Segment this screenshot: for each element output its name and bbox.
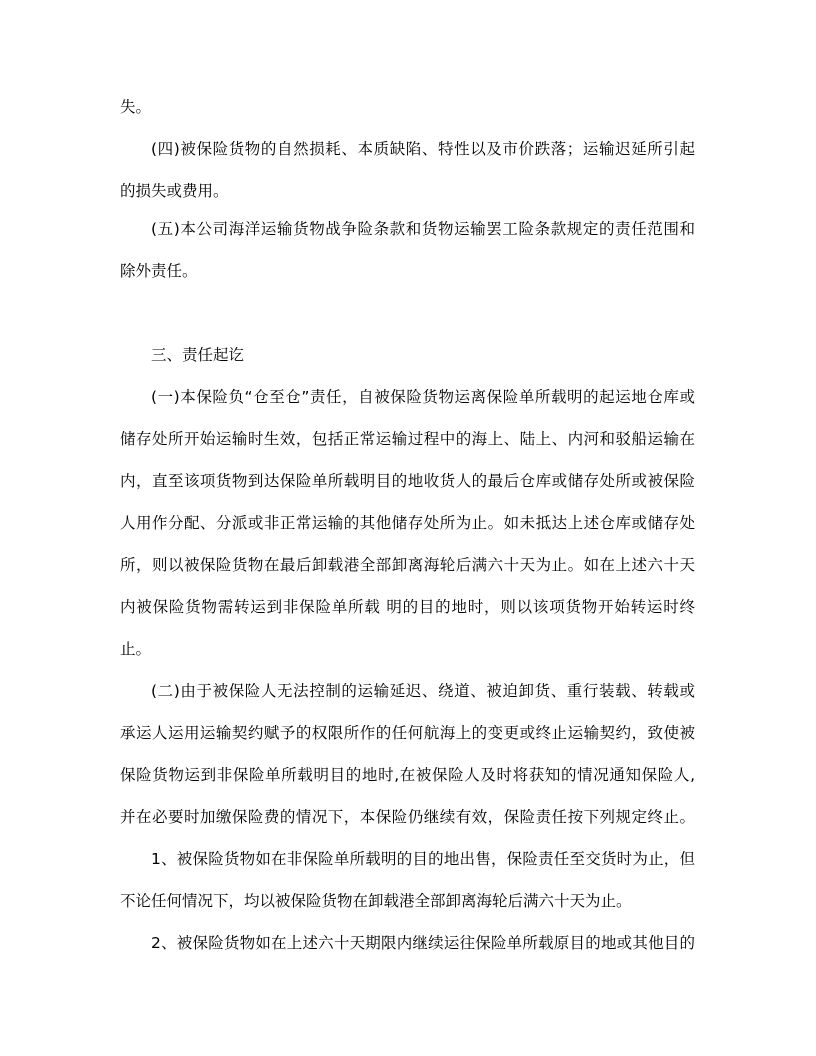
section-heading: 三、责任起讫 — [151, 346, 245, 364]
text-line-12: 内被保险货物需转运到非保险单所载 明的目的地时，则以该项货物开始转运时终 — [120, 598, 695, 616]
text-line-4: (五)本公司海洋运输货物战争险条款和货物运输罢工险条款规定的责任范围和 — [151, 220, 695, 238]
text-line-9: 内，直至该项货物到达保险单所载明目的地收货人的最后仓库或储存处所或被保险 — [120, 472, 695, 490]
text-line-17: 并在必要时加缴保险费的情况下，本保险仍继续有效，保险责任按下列规定终止。 — [120, 808, 695, 826]
text-line-2: (四)被保险货物的自然损耗、本质缺陷、特性以及市价跌落；运输迟延所引起 — [151, 140, 695, 158]
text-line-11: 所，则以被保险货物在最后卸载港全部卸离海轮后满六十天为止。如在上述六十天 — [120, 556, 695, 574]
text-line-14: (二)由于被保险人无法控制的运输延迟、绕道、被迫卸货、重行装载、转载或 — [151, 682, 695, 700]
text-line-5: 除外责任。 — [120, 262, 198, 280]
text-line-10: 人用作分配、分派或非正常运输的其他储存处所为止。如未抵达上述仓库或储存处 — [120, 514, 695, 532]
text-line-7: (一)本保险负“仓至仓”责任，自被保险货物运离保险单所载明的起运地仓库或 — [151, 388, 695, 406]
text-line-18: 1、被保险货物如在非保险单所载明的目的地出售，保险责任至交货时为止，但 — [151, 850, 695, 868]
text-line-13: 止。 — [120, 640, 152, 658]
text-line-3: 的损失或费用。 — [120, 182, 229, 200]
text-line-1: 失。 — [120, 98, 152, 116]
text-line-8: 储存处所开始运输时生效，包括正常运输过程中的海上、陆上、内河和驳船运输在 — [120, 430, 695, 448]
text-line-19: 不论任何情况下，均以被保险货物在卸载港全部卸离海轮后满六十天为止。 — [120, 892, 632, 910]
text-line-15: 承运人运用运输契约赋予的权限所作的任何航海上的变更或终止运输契约，致使被 — [120, 724, 695, 742]
text-line-20: 2、被保险货物如在上述六十天期限内继续运往保险单所载原目的地或其他目的 — [151, 934, 695, 952]
text-line-16: 保险货物运到非保险单所载明目的地时,在被保险人及时将获知的情况通知保险人, — [120, 766, 695, 784]
